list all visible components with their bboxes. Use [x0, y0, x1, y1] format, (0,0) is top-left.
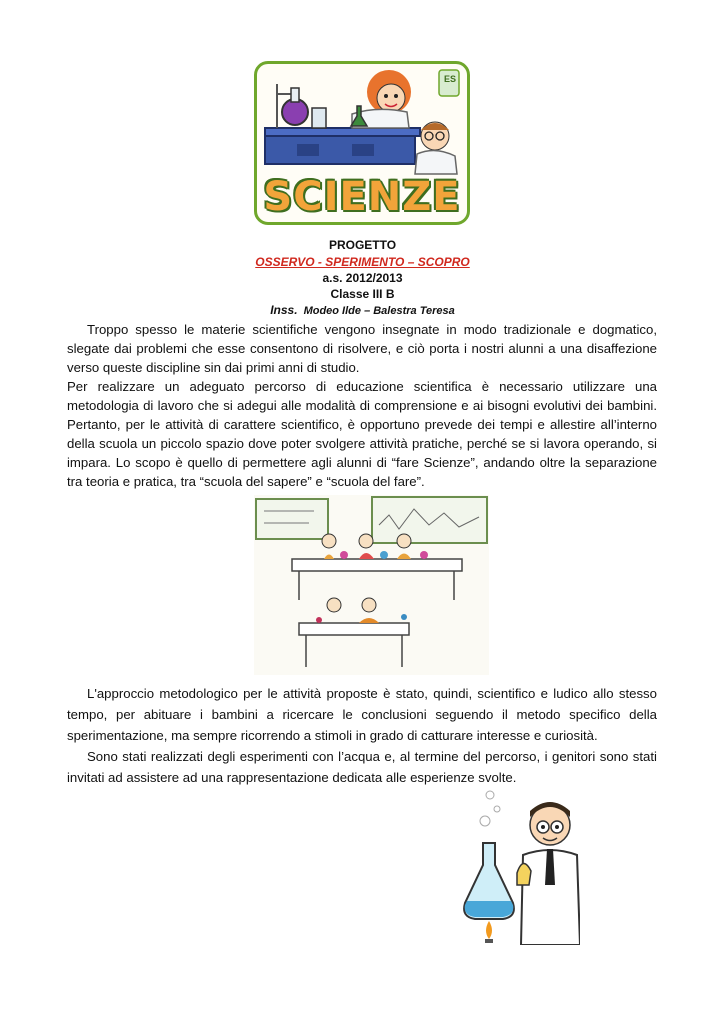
children-lab-drawing	[254, 495, 489, 675]
teachers-line	[0, 303, 725, 317]
logo-badge: ES	[443, 74, 456, 84]
class-name: Classe III B	[330, 287, 395, 301]
scienze-logo	[254, 61, 470, 225]
paragraph-problem: Troppo spesso le materie scientifiche vengono insegnate in modo tradizionale e dogmatico, slegate dai problemi che esse consentono di risolvere, e ciò porta i nostri alunni a una disaffezione verso queste discipline sin dai primi anni di studio.	[67, 322, 657, 375]
paragraph-approach: L'approccio metodologico per le attività proposte è stato, quindi, scientifico e ludico allo stesso tempo, per abituare i bambini a ricercare le conclusioni seguendo il metodo specifico della sperimentazione, ma sempre ricorrendo a stimoli in grado di catturare interesse e curiosità.	[67, 686, 657, 743]
teachers-label: Inss.	[270, 303, 298, 317]
paragraph-method: Per realizzare un adeguato percorso di educazione scientifica è necessario utilizzare una metodologia di lavoro che si adegui alle modalità di comprensione e ai bisogni evolutivi dei bambini. Pertanto, per le attività di carattere scientifico, è opportuno prevede dei tempi e allestire all’interno della scuola un piccolo spazio dove poter svolgere attività pratiche, perché se si lavora operando, si impara. Lo scopo è quello di permettere agli alunni di “fare Scienze”, andando oltre la separazione tra teoria e pratica, tra “scuola del sapere” e “scuola del fare”.	[67, 379, 657, 489]
intro-section	[67, 320, 657, 491]
lab-illustration	[257, 64, 467, 189]
paragraph-experiments: Sono stati realizzati degli esperimenti con l’acqua e, al termine del percorso, i genitori sono stati invitati ad assistere ad una rappresentazione dedicata alle esperienze svolte.	[67, 749, 657, 785]
teachers-names: Modeo Ilde – Balestra Teresa	[303, 305, 455, 317]
project-title: OSSERVO - SPERIMENTO – SCOPRO	[255, 255, 470, 269]
approach-section	[67, 683, 657, 788]
school-year: a.s. 2012/2013	[322, 271, 403, 285]
project-label: PROGETTO	[328, 238, 397, 252]
scientist-clipart	[455, 785, 580, 945]
logo-wordmark: SCIENZE	[263, 174, 461, 220]
